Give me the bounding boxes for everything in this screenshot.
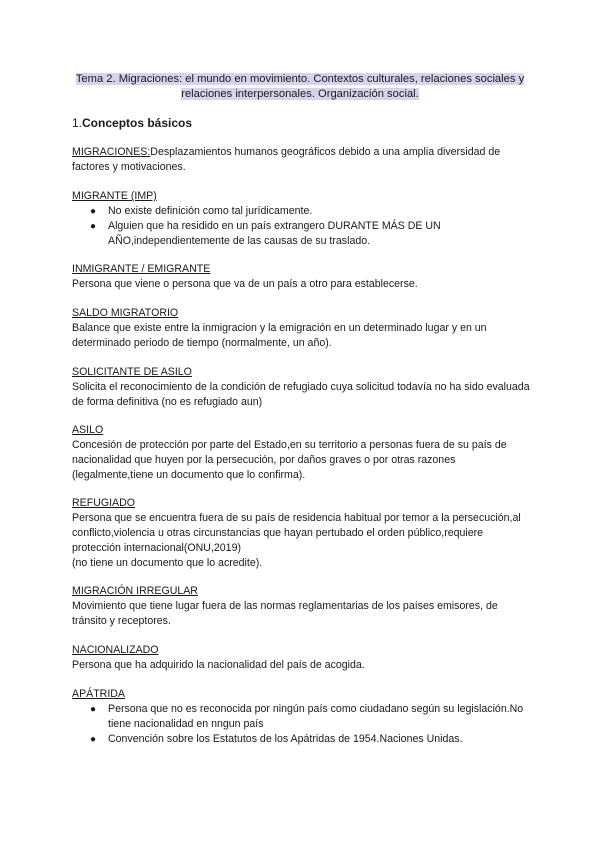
- concept-nacionalizado: [72, 643, 532, 673]
- concept-refugiado: [72, 496, 532, 571]
- term-nacionalizado: NACIONALIZADO: [72, 644, 159, 656]
- concept-solicitante-asilo: [72, 365, 532, 410]
- concept-migraciones: [72, 145, 532, 175]
- bullet-icon: ●: [90, 704, 97, 715]
- list-item: ● Convención sobre los Estatutos de los Apátridas de 1954.Naciones Unidas.: [90, 733, 463, 745]
- term-solicitante-asilo: SOLICITANTE DE ASILO: [72, 366, 192, 378]
- concept-apatrida: [72, 687, 532, 747]
- concept-migracion-irregular: [72, 584, 532, 629]
- concept-migrante: [72, 189, 532, 249]
- definition-refugiado: Persona que se encuentra fuera de su país de residencia habitual por temor a la persecución,al conflicto,violencia u otras circunstancias que hayan pertubado el orden público,requiere protección internacional(ONU,2019): [72, 512, 521, 554]
- concept-asilo: [72, 423, 532, 483]
- definition-asilo: Concesión de protección por parte del Estado,en su territorio a personas fuera de su país de nacionalidad que huyen por la persecución, por daños graves o por otras razones (legalmente,tiene un documento que lo confirma).: [72, 439, 507, 481]
- term-migraciones: MIGRACIONES:: [72, 146, 151, 158]
- concept-inmigrante: [72, 262, 532, 292]
- apatrida-bullet-list: [72, 702, 532, 747]
- bullet-icon: ●: [90, 221, 97, 232]
- title-line-1: Tema 2. Migraciones: el mundo en movimiento. Contextos culturales, relaciones sociales y: [75, 73, 525, 85]
- section-heading-text: Conceptos básicos: [82, 116, 193, 130]
- term-migracion-irregular: MIGRACIÓN IRREGULAR: [72, 585, 198, 597]
- definition-saldo-migratorio: Balance que existe entre la inmigracion y la emigración en un determinado lugar y en un determinado periodo de tiempo (normalmente, un año).: [72, 322, 487, 349]
- concept-saldo-migratorio: [72, 306, 532, 351]
- bullet-icon: ●: [90, 206, 97, 217]
- term-apatrida: APÁTRIDA: [72, 688, 125, 700]
- definition-solicitante-asilo: Solicita el reconocimiento de la condición de refugiado cuya solicitud todavía no ha sido evaluada de forma definitiva (no es refugiado aun): [72, 381, 530, 408]
- definition-migraciones: Desplazamientos humanos geográficos debido a una amplia diversidad de factores y motivaciones.: [72, 146, 501, 173]
- document-title: [60, 72, 540, 102]
- refugiado-note: (no tiene un documento que lo acredite).: [72, 557, 263, 569]
- term-migrante: MIGRANTE (IMP): [72, 190, 157, 202]
- migrante-bullet-list: [72, 204, 532, 249]
- term-inmigrante: INMIGRANTE / EMIGRANTE: [72, 263, 211, 275]
- list-item: ● Persona que no es reconocida por ningún país como ciudadano según su legislación.No tiene nacionalidad en nngun país: [90, 703, 524, 730]
- section-heading-number: 1.: [72, 116, 83, 130]
- title-line-2: relaciones interpersonales. Organización social.: [181, 88, 419, 100]
- definition-nacionalizado: Persona que ha adquirido la nacionalidad del país de acogida.: [72, 659, 365, 671]
- term-saldo-migratorio: SALDO MIGRATORIO: [72, 307, 179, 319]
- bullet-icon: ●: [90, 734, 97, 745]
- term-refugiado: REFUGIADO: [72, 497, 135, 509]
- term-asilo: ASILO: [72, 424, 104, 436]
- definition-inmigrante: Persona que viene o persona que va de un país a otro para establecerse.: [72, 278, 418, 290]
- list-item: ● Alguien que ha residido en un país extrangero DURANTE MÁS DE UN AÑO,independientemente de las causas de su traslado.: [90, 220, 441, 247]
- definition-migracion-irregular: Movimiento que tiene lugar fuera de las normas reglamentarias de los países emisores, de tránsito y receptores.: [72, 600, 498, 627]
- list-item: ● No existe definición como tal jurídicamente.: [90, 205, 313, 217]
- section-heading: [72, 115, 192, 131]
